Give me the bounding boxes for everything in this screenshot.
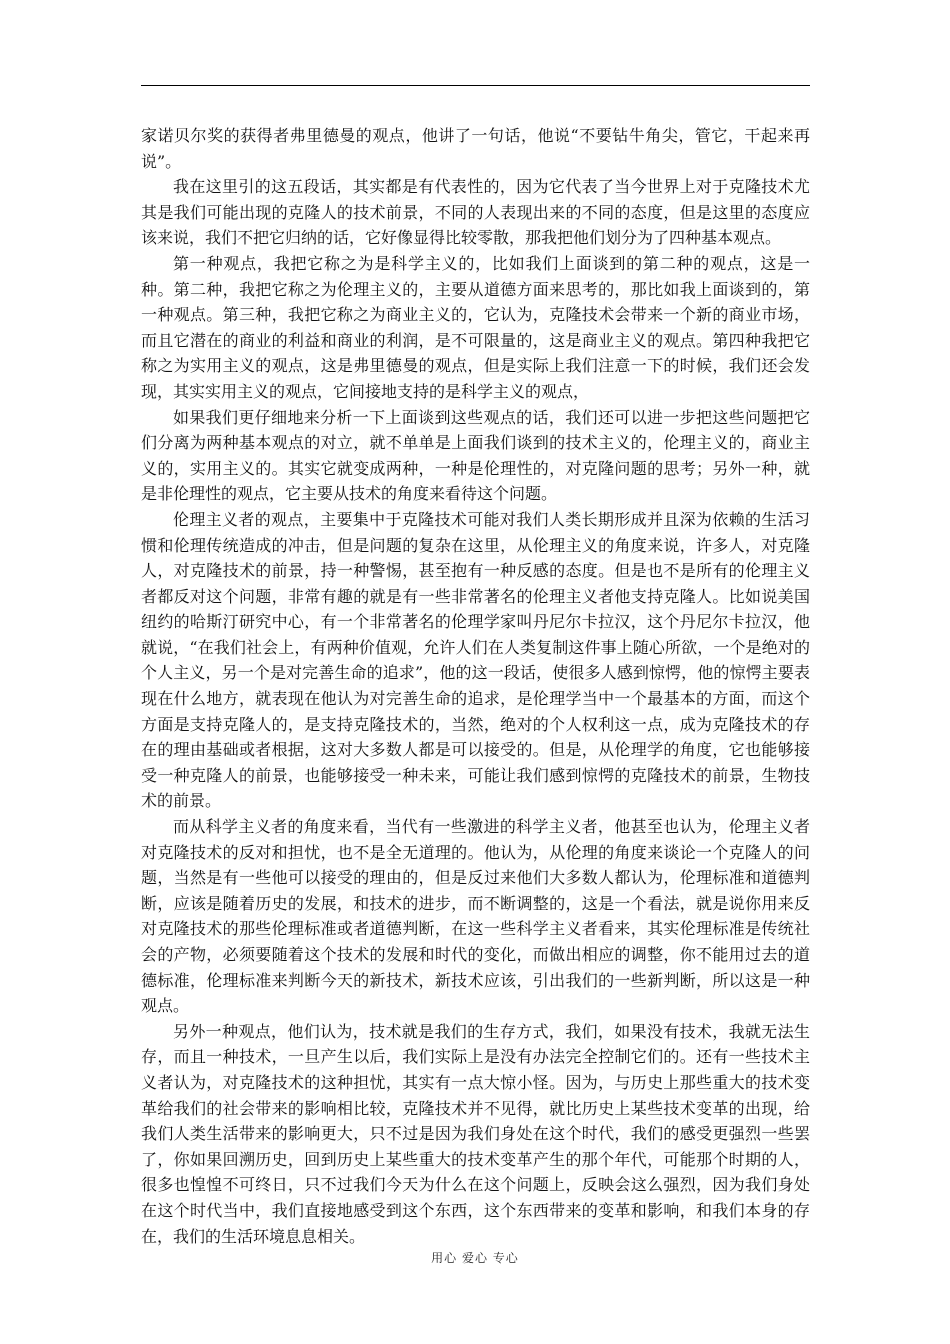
paragraph: 而从科学主义者的角度来看，当代有一些激进的科学主义者，他甚至也认为，伦理主义者对克隆技术的反对和担忧，也不是全无道理的。他认为，从伦理的角度来谈论一个克隆人的问题，当然是有一些他可以接受的理由的，但是反过来他们大多数人都认为，伦理标准和道德判断，应该是随着历史的发展，和技术的进步，而不断调整的，这是一个看法，就是说你用来反对克隆技术的那些伦理标准或者道德判断，在这一些科学主义者看来，其实伦理标准是传统社会的产物，必须要随着这个技术的发展和时代的变化，而做出相应的调整，你不能用过去的道德标准，伦理标准来判断今天的新技术，新技术应该，引出我们的一些新判断，所以这是一种观点。	[141, 817, 810, 1016]
body-text	[141, 123, 810, 1249]
paragraph: 我在这里引的这五段话，其实都是有代表性的，因为它代表了当今世界上对于克隆技术尤其是我们可能出现的克隆人的技术前景，不同的人表现出来的不同的态度，但是这里的态度应该来说，我们不把它归纳的话，它好像显得比较零散，那我把他们划分为了四种基本观点。	[141, 177, 810, 248]
paragraph: 如果我们更仔细地来分析一下上面谈到这些观点的话，我们还可以进一步把这些问题把它们分离为两种基本观点的对立，就不单单是上面我们谈到的技术主义的，伦理主义的，商业主义的，实用主义的。其实它就变成两种，一种是伦理性的，对克隆问题的思考；另外一种，就是非伦理性的观点，它主要从技术的角度来看待这个问题。	[141, 407, 810, 504]
header-rule	[141, 85, 810, 86]
paragraph: 伦理主义者的观点，主要集中于克隆技术可能对我们人类长期形成并且深为依赖的生活习惯和伦理传统造成的冲击，但是问题的复杂在这里，从伦理主义的角度来说，许多人，对克隆人，对克隆技术的前景，持一种警惕，甚至抱有一种反感的态度。但是也不是所有的伦理主义者都反对这个问题，非常有趣的就是有一些非常著名的伦理主义者他支持克隆人。比如说美国纽约的哈斯汀研究中心，有一个非常著名的伦理学家叫丹尼尔卡拉汉，这个丹尼尔卡拉汉，他就说，“在我们社会上，有两种价值观，允许人们在人类复制这件事上随心所欲，一个是绝对的个人主义，另一个是对完善生命的追求”，他的这一段话，使很多人感到惊愕，他的惊愕主要表现在什么地方，就表现在他认为对完善生命的追求，是伦理学当中一个最基本的方面，而这个方面是支持克隆人的，是支持克隆技术的，当然，绝对的个人权利这一点，成为克隆技术的存在的理由基础或者根据，这对大多数人都是可以接受的。但是，从伦理学的角度，它也能够接受一种克隆人的前景，也能够接受一种未来，可能让我们感到惊愕的克隆技术的前景，生物技术的前景。	[141, 509, 810, 811]
paragraph: 家诺贝尔奖的获得者弗里德曼的观点，他讲了一句话，他说“不要钻牛角尖，管它，干起来再说”。	[141, 126, 810, 171]
paragraph: 第一种观点，我把它称之为是科学主义的，比如我们上面谈到的第二种的观点，这是一种。第二种，我把它称之为伦理主义的，主要从道德方面来思考的，那比如我上面谈到的，第一种观点。第三种，我把它称之为商业主义的，它认为，克隆技术会带来一个新的商业市场，而且它潜在的商业的利益和商业的利润，是不可限量的，这是商业主义的观点。第四种我把它称之为实用主义的观点，这是弗里德曼的观点，但是实际上我们注意一下的时候，我们还会发现，其实实用主义的观点，它间接地支持的是科学主义的观点，	[141, 253, 810, 401]
paragraph: 另外一种观点，他们认为，技术就是我们的生存方式，我们，如果没有技术，我就无法生存，而且一种技术，一旦产生以后，我们实际上是没有办法完全控制它们的。还有一些技术主义者认为，对克隆技术的这种担忧，其实有一点大惊小怪。因为，与历史上那些重大的技术变革给我们的社会带来的影响相比较，克隆技术并不见得，就比历史上某些技术变革的出现，给我们人类生活带来的影响更大，只不过是因为我们身处在这个时代，我们的感受更强烈一些罢了，你如果回溯历史，回到历史上某些重大的技术变革产生的那个年代，可能那个时期的人，很多也惶惶不可终日，只不过我们今天为什么在这个问题上，反映会这么强烈，因为我们身处在这个时代当中，我们直接地感受到这个东西，这个东西带来的变革和影响，和我们本身的存在，我们的生活环境息息相关。	[141, 1021, 810, 1246]
page-footer: 用心 爱心 专心	[431, 1251, 519, 1265]
